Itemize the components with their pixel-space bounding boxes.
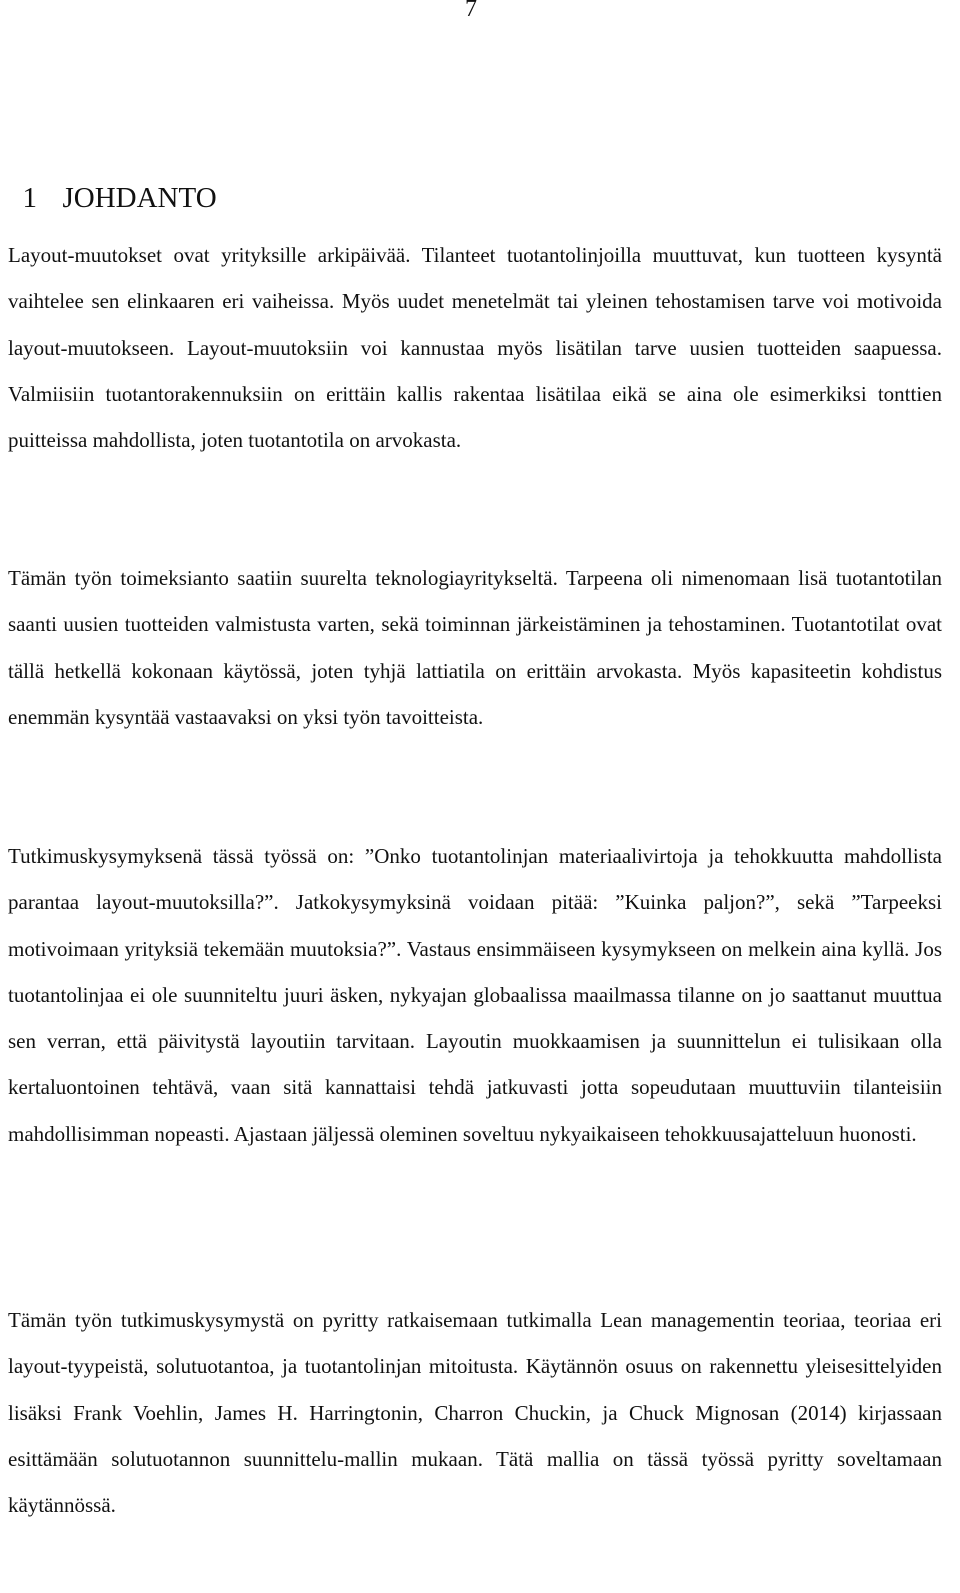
chapter-number: 1	[22, 182, 37, 214]
chapter-heading	[8, 144, 217, 216]
chapter-title: JOHDANTO	[62, 182, 217, 214]
page-number: 7	[465, 0, 477, 22]
paragraph-method: Tämän työn tutkimuskysymystä on pyritty ratkaisemaan tutkimalla Lean managementin teoriaa, teoriaa eri layout-tyypeistä, solutuotantoa, ja tuotantolinjan mitoitusta. Käytännön osuus on rakennettu yleisesittelyiden lisäksi Frank Voehlin, James H. Harringtonin, Charron Chuckin, ja Chuck Mignosan (2014) kirjassaan esittämään solutuotannon suunnittelu-mallin mukaan. Tätä mallia on tässä työssä pyritty soveltamaan käytännössä.	[8, 1308, 942, 1518]
paragraph-assignment: Tämän työn toimeksianto saatiin suurelta teknologiayritykseltä. Tarpeena oli nimenomaan lisä tuotantotilan saanti uusien tuotteiden valmistusta varten, sekä toiminnan järkeistäminen ja tehostaminen. Tuotantotilat ovat tällä hetkellä kokonaan käytössä, joten tyhjä lattiatila on erittäin arvokasta. Myös kapasiteetin kohdistus enemmän kysyntää vastaavaksi on yksi työn tavoitteista.	[8, 566, 942, 729]
paragraph-intro: Layout-muutokset ovat yrityksille arkipäivää. Tilanteet tuotantolinjoilla muuttuvat, kun tuotteen kysyntä vaihtelee sen elinkaaren eri vaiheissa. Myös uudet menetelmät tai yleinen tehostamisen tarve voi motivoida layout-muutokseen. Layout-muutoksiin voi kannustaa myös lisätilan tarve uusien tuotteiden saapuessa. Valmiisiin tuotantorakennuksiin on erittäin kallis rakentaa lisätilaa eikä se aina ole esimerkiksi tonttien puitteissa mahdollista, joten tuotantotila on arvokasta.	[8, 243, 942, 453]
paragraph-research-question: Tutkimuskysymyksenä tässä työssä on: ”Onko tuotantolinjan materiaalivirtoja ja tehokkuutta mahdollista parantaa layout-muutoksilla?”. Jatkokysymyksinä voidaan pitää: ”Kuinka paljon?”, sekä ”Tarpeeksi motivoimaan yrityksiä tekemään muutoksia?”. Vastaus ensimmäiseen kysymykseen on melkein aina kyllä. Jos tuotantolinjaa ei ole suunniteltu juuri äsken, nykyajan globaalissa maailmassa tilanne on jo saattanut muuttua sen verran, että päivitystä layoutiin tarvitaan. Layoutin muokkaamisen ja suunnittelun ei tulisikaan olla kertaluontoinen tehtävä, vaan sitä kannattaisi tehdä jatkuvasti jotta sopeudutaan muuttuviin tilanteisiin mahdollisimman nopeasti. Ajastaan jäljessä oleminen soveltuu nykyaikaiseen tehokkuusajatteluun huonosti.	[8, 844, 942, 1146]
